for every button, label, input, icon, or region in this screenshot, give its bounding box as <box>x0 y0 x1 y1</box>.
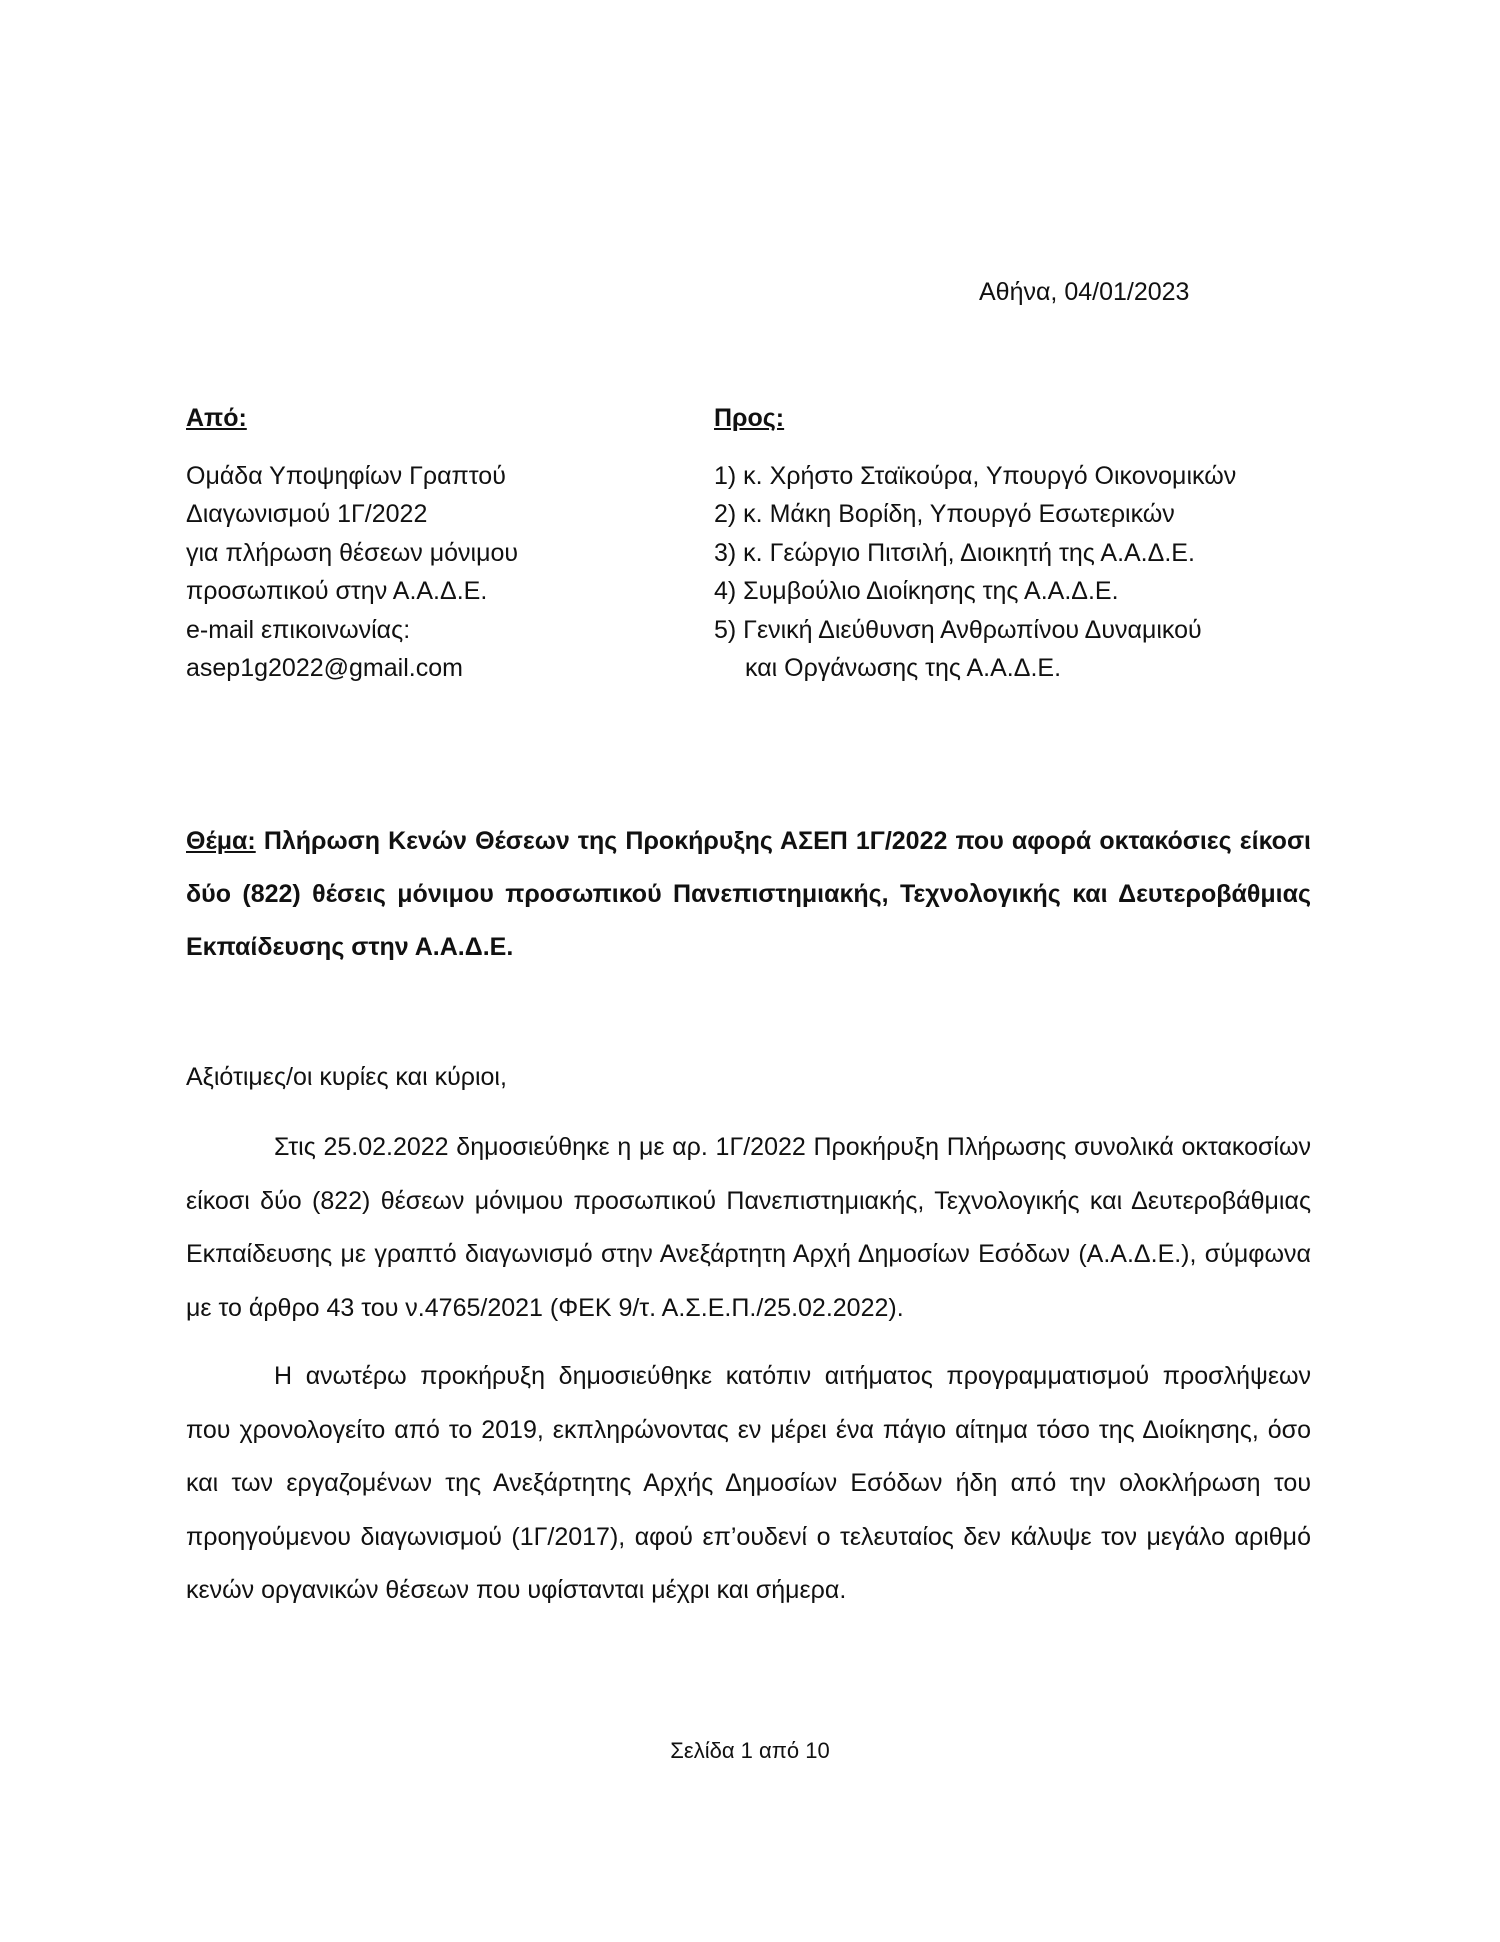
sender-line: e-mail επικοινωνίας: <box>186 615 411 644</box>
recipient-item-continuation: και Οργάνωσης της Α.Α.Δ.Ε. <box>745 654 1062 682</box>
place-date: Αθήνα, 04/01/2023 <box>979 278 1190 306</box>
page-number-footer: Σελίδα 1 από 10 <box>670 1738 830 1763</box>
sender-line: Ομάδα Υποψηφίων Γραπτού <box>186 461 506 490</box>
recipient-item: 4) Συμβούλιο Διοίκησης της Α.Α.Δ.Ε. <box>714 577 1119 605</box>
body-paragraph: Στις 25.02.2022 δημοσιεύθηκε η με αρ. 1Γ/2022 Προκήρυξη Πλήρωσης συνολικά οκτακοσίων είκοσι δύο (822) θέσεων μόνιμου προσωπικού Πανεπιστημιακής, Τεχνολογικής και Δευτεροβάθμιας Εκπαίδευσης με γραπτό διαγωνισμό στην Ανεξάρτητη Αρχή Δημοσίων Εσόδων (Α.Α.Δ.Ε.), σύμφωνα με το άρθρο 43 του ν.4765/2021 (ΦΕΚ 9/τ. Α.Σ.Ε.Π./25.02.2022). <box>186 1133 1311 1322</box>
recipient-item: 5) Γενική Διεύθυνση Ανθρωπίνου Δυναμικού <box>714 615 1202 644</box>
recipient-item: 2) κ. Μάκη Βορίδη, Υπουργό Εσωτερικών <box>714 500 1175 528</box>
sender-label: Από: <box>186 404 247 432</box>
sender-line: προσωπικού στην Α.Α.Δ.Ε. <box>186 577 488 605</box>
subject-label: Θέμα: <box>186 827 256 855</box>
sender-line: Διαγωνισμού 1Γ/2022 <box>186 500 428 528</box>
greeting: Αξιότιμες/οι κυρίες και κύριοι, <box>186 1063 507 1091</box>
subject-text: Πλήρωση Κενών Θέσεων της Προκήρυξης ΑΣΕΠ 1Γ/2022 που αφορά οκτακόσιες είκοσι δύο (822) θέσεις μόνιμου προσωπικού Πανεπιστημιακής, Τεχνολογικής και Δευτεροβάθμιας Εκπαίδευσης στην Α.Α.Δ.Ε. <box>186 827 1311 961</box>
recipients-block <box>714 399 1236 688</box>
sender-line: για πλήρωση θέσεων μόνιμου <box>186 538 519 567</box>
recipients-label: Προς: <box>714 404 785 432</box>
sender-block <box>186 399 518 688</box>
recipient-item: 3) κ. Γεώργιο Πιτσιλή, Διοικητή της Α.Α.Δ.Ε. <box>714 538 1195 567</box>
recipient-item: 1) κ. Χρήστο Σταϊκούρα, Υπουργό Οικονομικών <box>714 461 1237 490</box>
subject-block <box>186 815 1311 974</box>
body-paragraph: Η ανωτέρω προκήρυξη δημοσιεύθηκε κατόπιν αιτήματος προγραμματισμού προσλήψεων που χρονολογείτο από το 2019, εκπληρώνοντας εν μέρει ένα πάγιο αίτημα τόσο της Διοίκησης, όσο και των εργαζομένων της Ανεξάρτητης Αρχής Δημοσίων Εσόδων ήδη από την ολοκλήρωση του προηγούμενου διαγωνισμού (1Γ/2017), αφού επ’ουδενί ο τελευταίος δεν κάλυψε τον μεγάλο αριθμό κενών οργανικών θέσεων που υφίστανται μέχρι και σήμερα. <box>186 1362 1311 1604</box>
sender-email: asep1g2022@gmail.com <box>186 654 463 682</box>
